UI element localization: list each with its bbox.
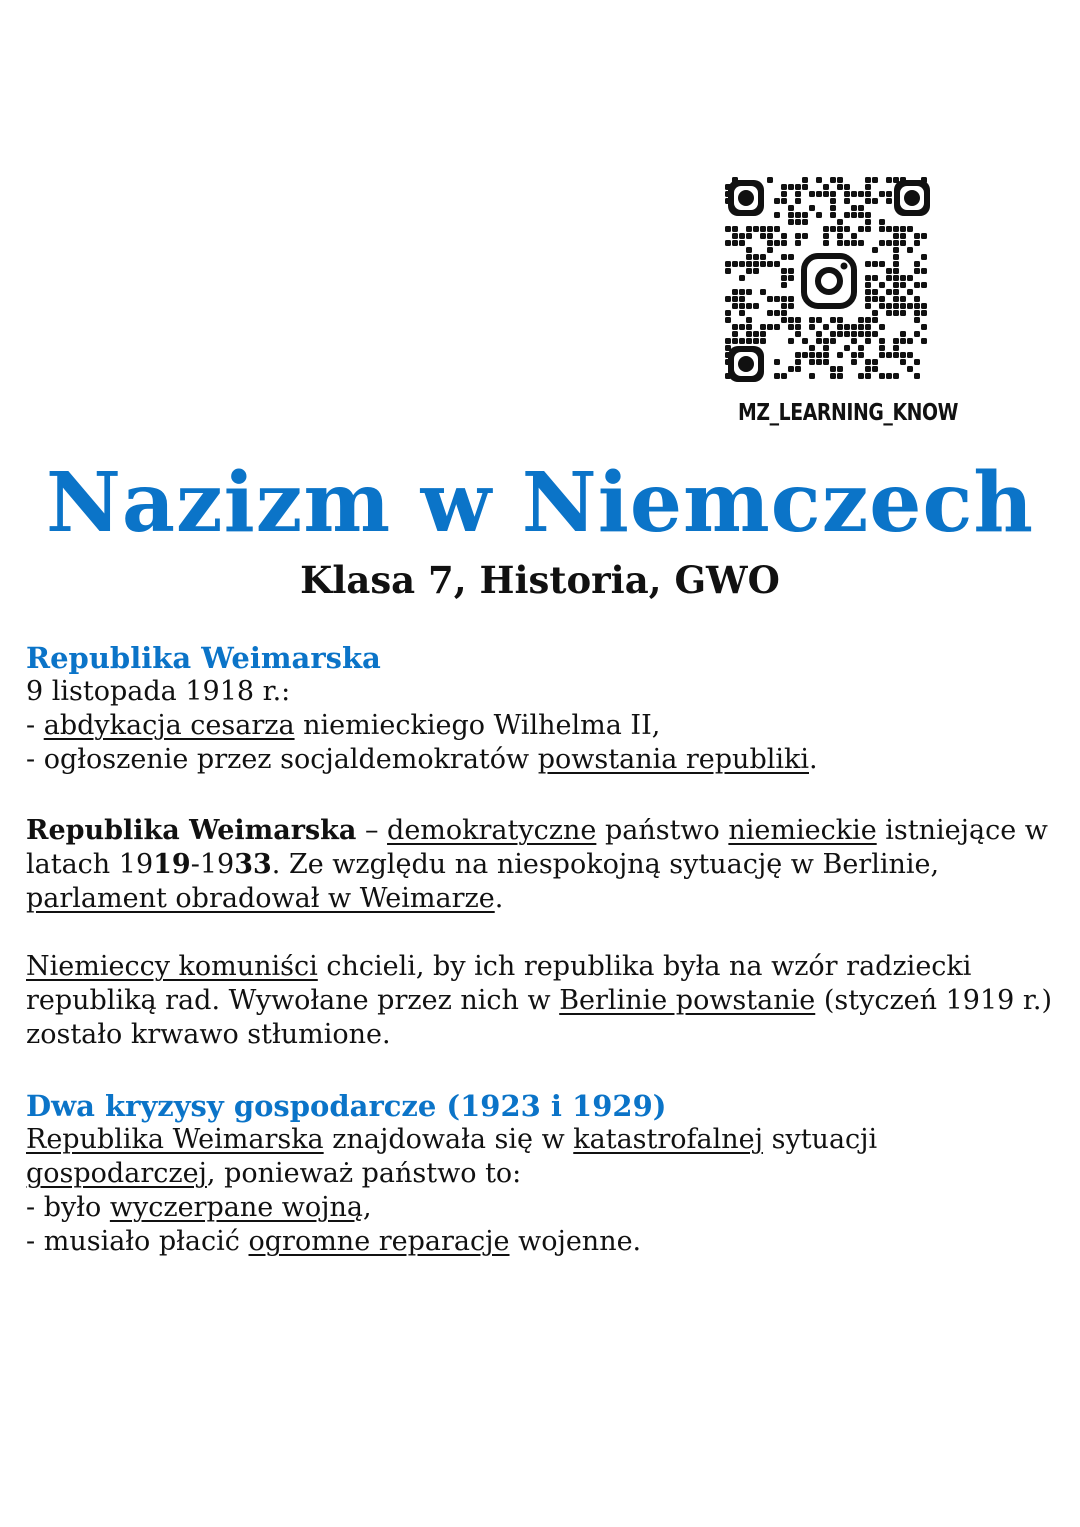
- underlined-term: ogromne reparacje: [248, 1226, 510, 1257]
- section-heading: Republika Weimarska: [26, 641, 381, 675]
- underlined-term: abdykacja cesarza: [43, 710, 295, 741]
- section-economic-crises: Dwa kryzysy gospodarcze (1923 i 1929) Republika Weimarska znajdowała się w katastrofalnej sytuacji gospodarczej, ponieważ państwo to: - było wyczerpane wojną, - musiało płacić ogromne reparacje wojenne.: [26, 1089, 1056, 1259]
- bullet-item: - abdykacja cesarza niemieckiego Wilhelma II,: [26, 710, 661, 741]
- underlined-term: powstania republiki: [537, 744, 809, 775]
- instagram-icon: [798, 250, 860, 312]
- qr-code: [724, 176, 934, 386]
- paragraph-communists: Niemieccy komuniści chcieli, by ich republika była na wzór radziecki republiką rad. Wywołane przez nich w Berlinie powstanie (styczeń 1919 r.) zostało krwawo stłumione.: [26, 951, 1052, 1050]
- section-heading: Dwa kryzysy gospodarcze (1923 i 1929): [26, 1089, 667, 1123]
- bullet-item: - ogłoszenie przez socjaldemokratów powstania republiki.: [26, 744, 818, 775]
- underlined-term: wyczerpane wojną: [109, 1192, 364, 1223]
- instagram-handle: MZ_LEARNING_KNOW: [737, 400, 959, 426]
- section-weimar-republic: [26, 641, 1056, 777]
- page-subtitle: Klasa 7, Historia, GWO: [300, 558, 780, 602]
- qr-finder-bottom-left: [728, 346, 764, 382]
- qr-finder-top-left: [728, 180, 764, 216]
- paragraph-definition: Republika Weimarska – demokratyczne państwo niemieckie istniejące w latach 1919-1933. Ze względu na niespokojną sytuację w Berlinie, parlament obradował w Weimarze.: [26, 815, 1048, 914]
- qr-finder-top-right: [894, 180, 930, 216]
- bullet-item: - musiało płacić ogromne reparacje wojenne.: [26, 1226, 642, 1257]
- page-title: Nazizm w Niemczech: [45, 455, 1035, 551]
- date-line: 9 listopada 1918 r.:: [26, 676, 291, 707]
- bullet-item: - było wyczerpane wojną,: [26, 1192, 372, 1223]
- bold-term: Republika Weimarska: [26, 815, 357, 846]
